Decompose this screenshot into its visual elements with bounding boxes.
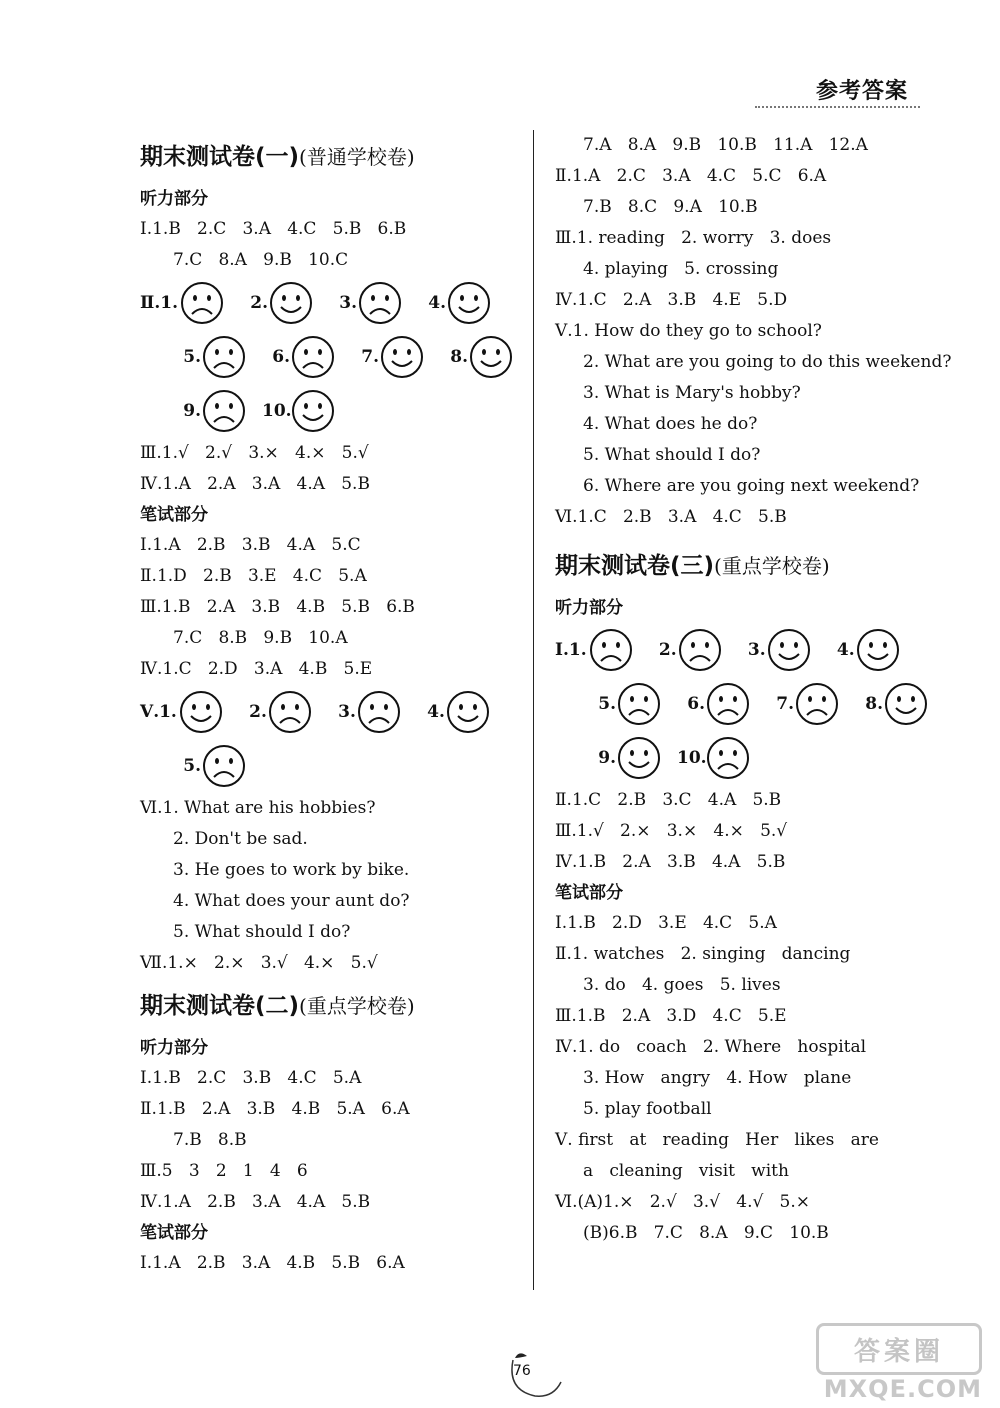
answer-line: Ⅲ.1.√ 2.√ 3.× 4.× 5.√	[140, 443, 369, 463]
item-number: Ⅴ.1.	[140, 702, 177, 722]
answer-line: Ⅳ.1.A 2.B 3.A 4.A 5.B	[140, 1192, 371, 1212]
answer-line: Ⅲ.5 3 2 1 4 6	[140, 1161, 308, 1181]
right-column	[555, 130, 952, 1249]
answer-line: Ⅰ.1.B 2.C 3.A 4.C 5.B 6.B	[140, 219, 407, 239]
answer-line: Ⅲ.1. reading 2. worry 3. does	[555, 228, 832, 248]
item-number: 3.	[747, 640, 766, 660]
item-number: 4.	[428, 293, 446, 313]
watermark-site: MXQE.COM	[823, 1375, 982, 1403]
part-heading-written: 笔试部分	[140, 1223, 208, 1243]
item-number: 4.	[836, 640, 855, 660]
item-number: 6.	[687, 694, 705, 714]
answer-line: Ⅲ.1.√ 2.× 3.× 4.× 5.√	[555, 821, 788, 841]
face-answer-row	[555, 731, 935, 785]
answer-line: Ⅲ.1.B 2.A 3.B 4.B 5.B 6.B	[140, 597, 415, 617]
answer-line: 5. What should I do?	[173, 922, 351, 942]
answer-line: Ⅳ.1.C 2.D 3.A 4.B 5.E	[140, 659, 373, 679]
answer-line: Ⅵ.(A)1.× 2.√ 3.√ 4.√ 5.×	[555, 1192, 810, 1212]
sad-face-icon	[180, 281, 224, 325]
smiley-face-icon	[856, 628, 900, 672]
item-number: 9.	[183, 401, 201, 421]
sad-face-icon	[357, 690, 401, 734]
item-number: 7.	[361, 347, 379, 367]
item-number: 6.	[272, 347, 290, 367]
answer-line: Ⅵ.1.C 2.B 3.A 4.C 5.B	[555, 507, 787, 527]
smiley-face-icon	[179, 690, 223, 734]
smiley-face-icon	[884, 682, 928, 726]
item-number: 8.	[450, 347, 468, 367]
smiley-face-icon	[380, 335, 424, 379]
answer-line: 5. What should I do?	[583, 445, 761, 465]
sad-face-icon	[268, 690, 312, 734]
item-number: 3.	[339, 293, 357, 313]
sad-face-icon	[291, 335, 335, 379]
answer-line: 7.C 8.A 9.B 10.C	[173, 250, 349, 270]
answer-line: 4. playing 5. crossing	[583, 259, 779, 279]
answer-line: Ⅰ.1.B 2.C 3.B 4.C 5.A	[140, 1068, 362, 1088]
sad-face-icon	[202, 335, 246, 379]
sad-face-icon	[706, 736, 750, 780]
answer-line: Ⅴ.1. How do they go to school?	[555, 321, 822, 341]
sad-face-icon	[202, 389, 246, 433]
header-rule	[755, 106, 920, 108]
answer-line: 7.C 8.B 9.B 10.A	[173, 628, 348, 648]
answer-line: 3. How angry 4. How plane	[583, 1068, 852, 1088]
answer-line: Ⅲ.1.B 2.A 3.D 4.C 5.E	[555, 1006, 787, 1026]
section-title-sub: (重点学校卷)	[714, 554, 830, 578]
answer-line: 3. What is Mary's hobby?	[583, 383, 801, 403]
answer-line: Ⅰ.1.A 2.B 3.A 4.B 5.B 6.A	[140, 1253, 405, 1273]
item-number: 5.	[598, 694, 616, 714]
column-divider	[533, 130, 534, 1290]
part-heading-written: 笔试部分	[555, 883, 623, 903]
face-answer-row	[140, 276, 520, 330]
answer-line: Ⅳ.1. do coach 2. Where hospital	[555, 1037, 867, 1057]
sad-face-icon	[358, 281, 402, 325]
answer-line: Ⅵ.1. What are his hobbies?	[140, 798, 376, 818]
page-number: 76	[513, 1363, 531, 1379]
face-answer-row	[140, 685, 520, 739]
answer-line: Ⅰ.1.A 2.B 3.B 4.A 5.C	[140, 535, 361, 555]
answer-line: 4. What does your aunt do?	[173, 891, 410, 911]
section-title-sub: (普通学校卷)	[299, 145, 415, 169]
smiley-face-icon	[291, 389, 335, 433]
smiley-face-icon	[446, 690, 490, 734]
face-answer-row	[555, 677, 935, 731]
answer-line: (B)6.B 7.C 8.A 9.C 10.B	[583, 1223, 829, 1243]
face-answer-row	[140, 739, 520, 793]
section-title-main: 期末测试卷(三)	[555, 553, 715, 579]
answer-line: Ⅱ.1.A 2.C 3.A 4.C 5.C 6.A	[555, 166, 827, 186]
smiley-face-icon	[767, 628, 811, 672]
answer-line: 2. What are you going to do this weekend?	[583, 352, 952, 372]
sad-face-icon	[589, 628, 633, 672]
section-title-sub: (重点学校卷)	[299, 994, 415, 1018]
answer-line: Ⅰ.1.B 2.D 3.E 4.C 5.A	[555, 913, 777, 933]
part-heading-listening: 听力部分	[140, 189, 208, 209]
item-number: 7.	[776, 694, 794, 714]
item-number: 9.	[598, 748, 616, 768]
part-heading-listening: 听力部分	[555, 598, 623, 618]
item-number: 5.	[183, 756, 201, 776]
item-number: 2.	[658, 640, 677, 660]
item-number: 4.	[427, 702, 445, 722]
answer-line: 6. Where are you going next weekend?	[583, 476, 920, 496]
answer-line: Ⅴ. first at reading Her likes are	[555, 1130, 879, 1150]
answer-line: 3. He goes to work by bike.	[173, 860, 410, 880]
answer-line: 2. Don't be sad.	[173, 829, 308, 849]
part-heading-written: 笔试部分	[140, 505, 208, 525]
item-number: 10.	[677, 748, 707, 768]
sad-face-icon	[617, 682, 661, 726]
answer-line: 5. play football	[583, 1099, 712, 1119]
face-answer-row	[140, 330, 520, 384]
answer-line: Ⅱ.1. watches 2. singing dancing	[555, 944, 851, 964]
smiley-face-icon	[469, 335, 513, 379]
face-answer-row	[555, 623, 935, 677]
sad-face-icon	[202, 744, 246, 788]
sad-face-icon	[678, 628, 722, 672]
answer-line: Ⅳ.1.C 2.A 3.B 4.E 5.D	[555, 290, 788, 310]
item-number: 2.	[250, 293, 268, 313]
answer-line: Ⅳ.1.A 2.A 3.A 4.A 5.B	[140, 474, 370, 494]
smiley-face-icon	[617, 736, 661, 780]
item-number: 5.	[183, 347, 201, 367]
item-number: Ⅱ.1.	[140, 293, 178, 313]
answer-line: 3. do 4. goes 5. lives	[583, 975, 781, 995]
watermark	[782, 1323, 982, 1403]
section-title-main: 期末测试卷(一)	[140, 144, 300, 170]
answer-line: 7.B 8.C 9.A 10.B	[583, 197, 758, 217]
part-heading-listening: 听力部分	[140, 1038, 208, 1058]
sad-face-icon	[795, 682, 839, 726]
sad-face-icon	[706, 682, 750, 726]
section-title	[140, 130, 520, 184]
section-title-main: 期末测试卷(二)	[140, 993, 300, 1019]
left-column	[140, 130, 520, 1279]
section-title	[140, 979, 520, 1033]
answer-line: Ⅶ.1.× 2.× 3.√ 4.× 5.√	[140, 953, 378, 973]
answer-line: 7.A 8.A 9.B 10.B 11.A 12.A	[583, 135, 868, 155]
item-number: 10.	[262, 401, 292, 421]
answer-line: a cleaning visit with	[583, 1161, 789, 1181]
answer-line: 7.B 8.B	[173, 1130, 247, 1150]
smiley-face-icon	[269, 281, 313, 325]
header-title: 参考答案	[815, 79, 908, 104]
answer-line: Ⅱ.1.D 2.B 3.E 4.C 5.A	[140, 566, 367, 586]
item-number: 8.	[865, 694, 883, 714]
answer-line: Ⅳ.1.B 2.A 3.B 4.A 5.B	[555, 852, 786, 872]
item-number: 2.	[249, 702, 267, 722]
item-number: Ⅰ.1.	[555, 640, 587, 660]
watermark-logo: 答案圈	[816, 1323, 982, 1375]
section-title	[555, 539, 935, 593]
answer-line: Ⅱ.1.B 2.A 3.B 4.B 5.A 6.A	[140, 1099, 410, 1119]
item-number: 3.	[338, 702, 356, 722]
answer-line: 4. What does he do?	[583, 414, 758, 434]
smiley-face-icon	[447, 281, 491, 325]
face-answer-row	[140, 384, 520, 438]
answer-line: Ⅱ.1.C 2.B 3.C 4.A 5.B	[555, 790, 782, 810]
